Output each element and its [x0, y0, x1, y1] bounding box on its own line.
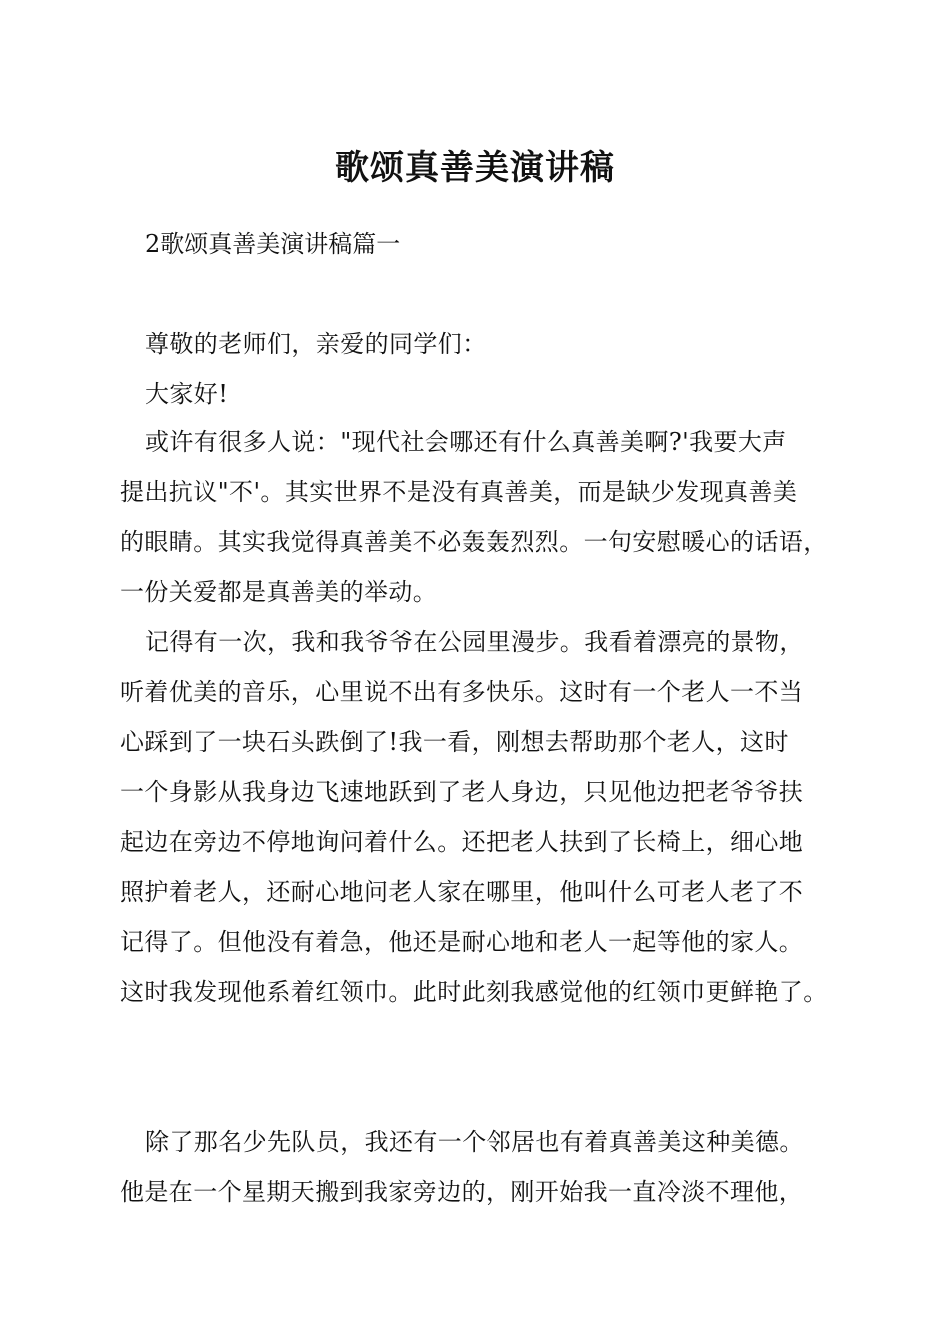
- paragraph-line: 起边在旁边不停地询问着什么。还把老人扶到了长椅上，细心地: [120, 828, 804, 856]
- paragraph-line: 他是在一个星期天搬到我家旁边的，刚开始我一直冷淡不理他，: [120, 1178, 804, 1206]
- document-title: 歌颂真善美演讲稿: [335, 148, 615, 188]
- paragraph-line: 除了那名少先队员，我还有一个邻居也有着真善美这种美德。: [145, 1128, 804, 1156]
- paragraph-line: 记得有一次，我和我爷爷在公园里漫步。我看着漂亮的景物，: [145, 628, 804, 656]
- document-subtitle: 2歌颂真善美演讲稿篇一: [145, 230, 401, 258]
- paragraph-line: 一个身影从我身边飞速地跃到了老人身边，只见他边把老爷爷扶: [120, 778, 804, 806]
- paragraph-line: 这时我发现他系着红领巾。此时此刻我感觉他的红领巾更鲜艳了。: [120, 978, 828, 1006]
- paragraph-line: 的眼睛。其实我觉得真善美不必轰轰烈烈。一句安慰暖心的话语，: [120, 528, 828, 556]
- paragraph-line: 照护着老人，还耐心地问老人家在哪里，他叫什么可老人老了不: [120, 878, 804, 906]
- paragraph-line: 提出抗议"不'。其实世界不是没有真善美，而是缺少发现真善美: [120, 478, 798, 506]
- paragraph-line: 或许有很多人说："现代社会哪还有什么真善美啊?'我要大声: [145, 428, 787, 456]
- paragraph-line: 心踩到了一块石头跌倒了!我一看，刚想去帮助那个老人，这时: [120, 728, 789, 756]
- paragraph-line: 大家好!: [145, 380, 229, 408]
- paragraph-line: 尊敬的老师们，亲爱的同学们：: [145, 330, 487, 358]
- paragraph-line: 一份关爱都是真善美的举动。: [120, 578, 438, 606]
- paragraph-line: 听着优美的音乐，心里说不出有多快乐。这时有一个老人一不当: [120, 678, 804, 706]
- paragraph-line: 记得了。但他没有着急，他还是耐心地和老人一起等他的家人。: [120, 928, 804, 956]
